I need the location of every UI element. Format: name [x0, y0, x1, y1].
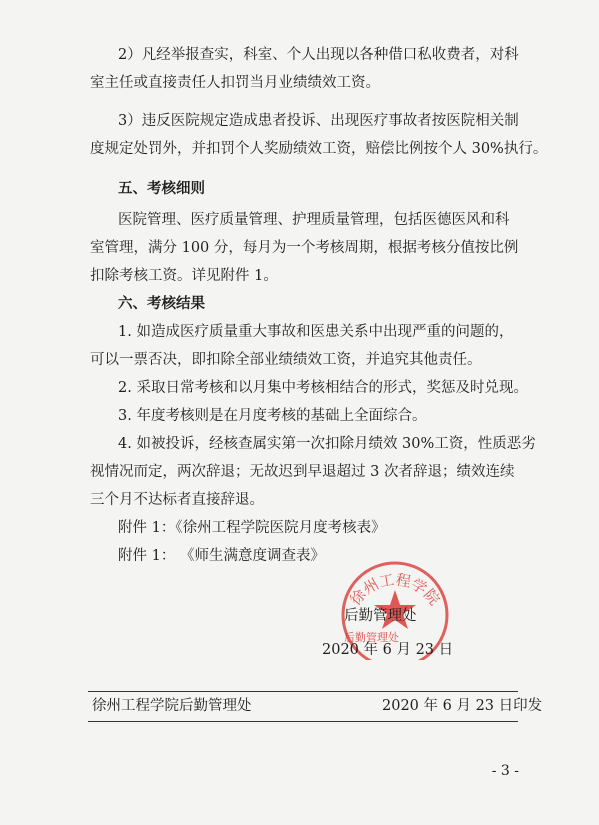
body-line: 医院管理、医疗质量管理、护理质量管理，包括医德医风和科 [118, 212, 510, 228]
signature-date: 2020 年 6 月 23 日 [322, 642, 454, 658]
signature-dept: 后勤管理处 [344, 608, 417, 624]
body-line: 度规定处罚外，并扣罚个人奖励绩效工资，赔偿比例按个人 30%执行。 [90, 141, 548, 157]
page-number: - 3 - [491, 763, 519, 779]
body-line: 室主任或直接责任人扣罚当月业绩绩效工资。 [90, 75, 380, 91]
section-heading: 五、考核细则 [118, 181, 205, 197]
seal-inner-text: 后勤管理处 [344, 631, 399, 644]
body-line: 室管理，满分 100 分，每月为一个考核周期，根据考核分值按比例 [90, 240, 519, 256]
footer-issuer: 徐州工程学院后勤管理处 [92, 698, 252, 714]
attachment-line: 附件 1：《徐州工程学院医院月度考核表》 [118, 520, 386, 536]
body-line: 可以一票否决，即扣除全部业绩绩效工资，并追究其他责任。 [90, 352, 482, 368]
section-heading: 六、考核结果 [118, 296, 205, 312]
body-line: 1. 如造成医疗质量重大事故和医患关系中出现严重的问题的， [118, 324, 514, 340]
body-line: 视情况而定，两次辞退；无故迟到早退超过 3 次者辞退；绩效连续 [90, 464, 515, 480]
body-line: 2. 采取日常考核和以月集中考核相结合的形式，奖惩及时兑现。 [118, 380, 528, 396]
body-line: 三个月不达标者直接辞退。 [90, 492, 264, 508]
footer-issued-date: 2020 年 6 月 23 日印发 [382, 698, 543, 714]
body-line: 3. 年度考核则是在月度考核的基础上全面综合。 [118, 408, 427, 424]
footer-rule-top [88, 691, 518, 692]
footer-rule-bottom [88, 721, 518, 722]
body-line: 扣除考核工资。详见附件 1。 [90, 268, 278, 284]
attachment-line: 附件 1： 《师生满意度调查表》 [118, 548, 325, 564]
body-line: 3）违反医院规定造成患者投诉、出现医疗事故者按医院相关制 [118, 113, 519, 129]
body-line: 2）凡经举报查实，科室、个人出现以各种借口私收费者，对科 [118, 47, 519, 63]
body-line: 4. 如被投诉，经核查属实第一次扣除月绩效 30%工资，性质恶劣 [118, 436, 536, 452]
seal-outer-text: 徐州工程学院 [346, 570, 444, 609]
